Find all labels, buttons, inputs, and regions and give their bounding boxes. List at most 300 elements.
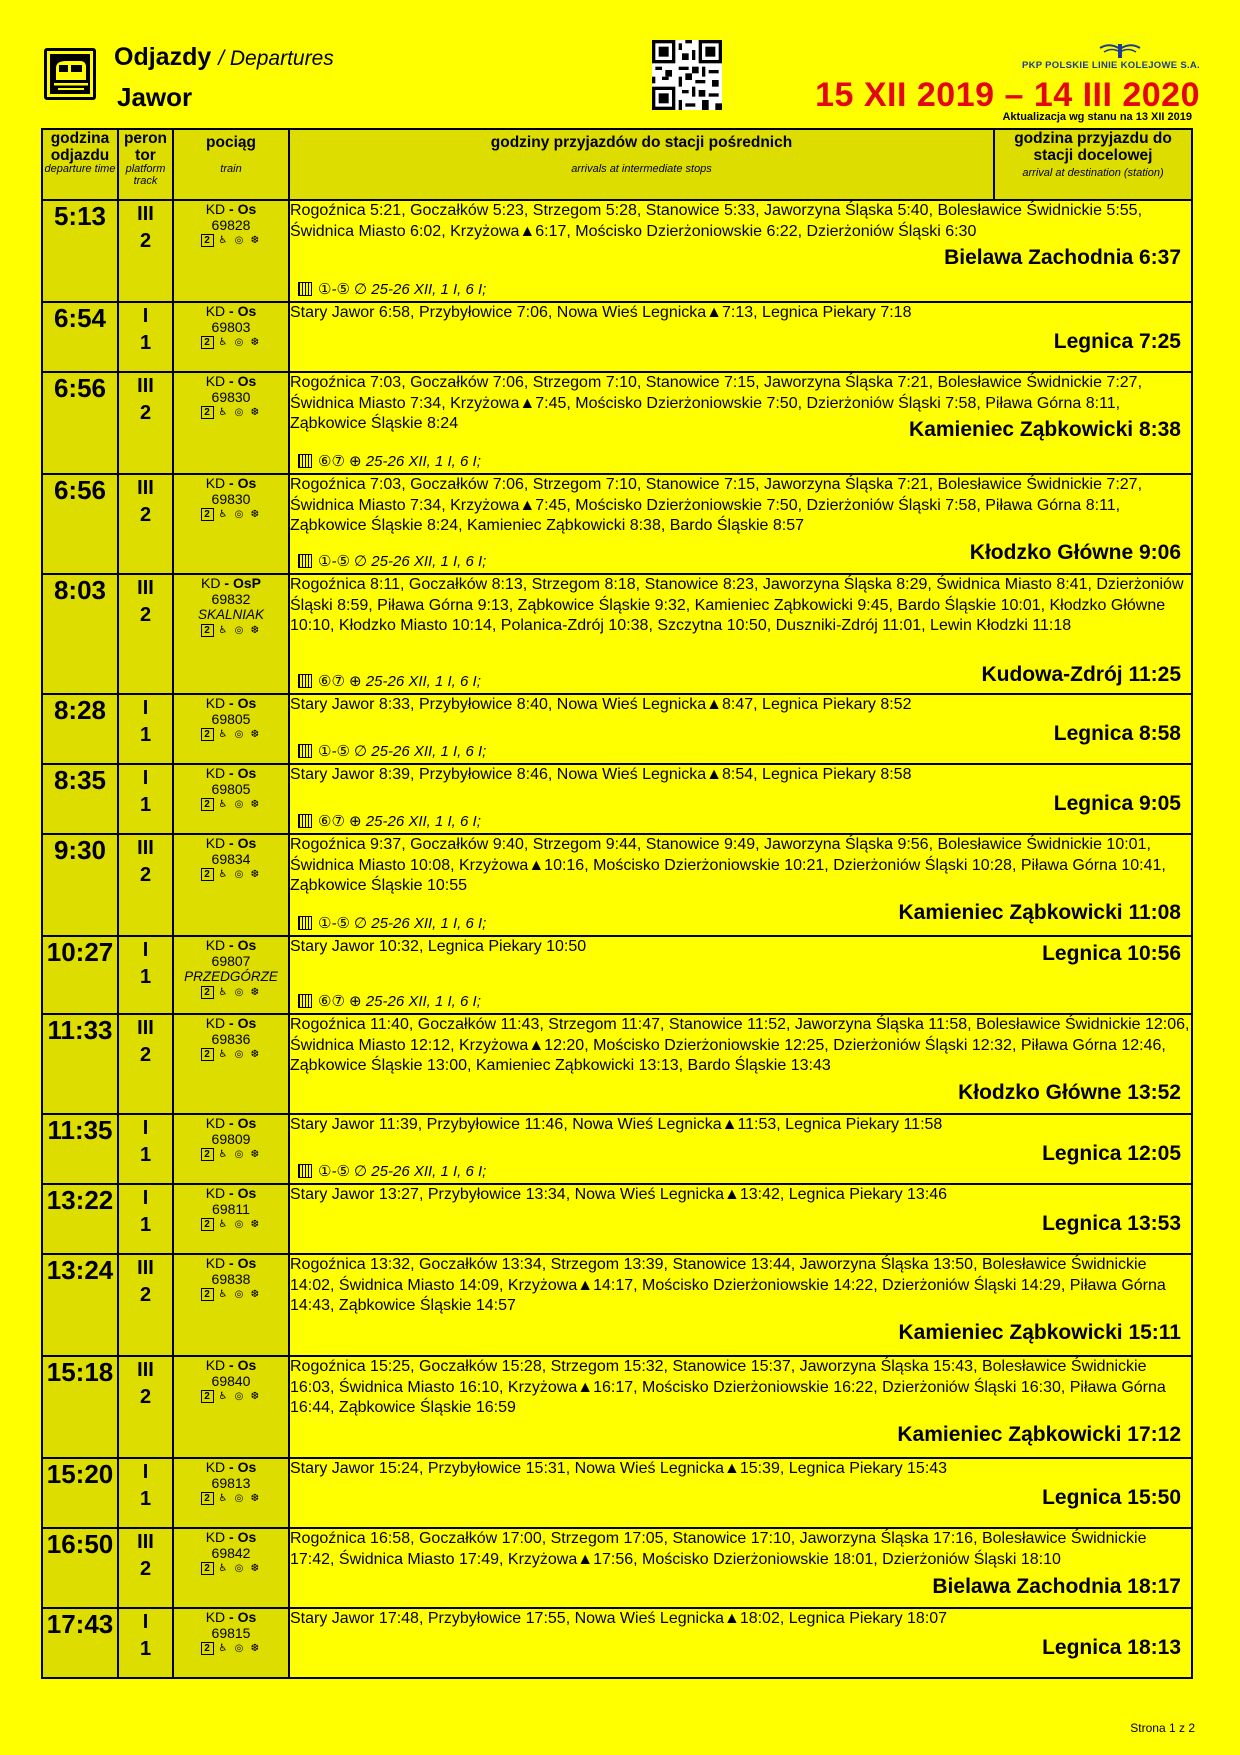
wheelchair-icon: ♿ xyxy=(218,1643,228,1654)
wheelchair-icon: ♿ xyxy=(218,509,228,520)
platform-number: III xyxy=(137,477,154,499)
destination: Legnica 15:50 xyxy=(1042,1486,1181,1509)
train-cell: KD - Os 69807 PRZEDGÓRZE 2 ♿ ◎ ❆ xyxy=(173,936,289,1014)
destination: Kamieniec Ząbkowicki 11:08 xyxy=(898,901,1181,924)
intermediate-stops: Rogoźnica 7:03, Goczałków 7:06, Strzegom 7:10, Stanowice 7:15, Jaworzyna Śląska 7:21, Bolesławice Świdnickie 7:27, Świdnica Miasto 7:34, Krzyżowa▲7:45, Mościsko Dzierżoniowskie 7:50, Dzierżoniów Śląski 7:58, Piława Górna 8:11, Ząbkowice Śląskie 8:24 xyxy=(290,374,1143,432)
carrier: KD xyxy=(205,201,226,217)
carrier: KD xyxy=(205,695,226,711)
train-cell: KD - Os 69813 2 ♿ ◎ ❆ xyxy=(173,1458,289,1528)
intermediate-stops: Stary Jawor 11:39, Przybyłowice 11:46, Nowa Wieś Legnicka▲11:53, Legnica Piekary 11:58 xyxy=(290,1116,943,1133)
platform-number: I xyxy=(142,767,149,789)
train-cell: KD - Os 69803 2 ♿ ◎ ❆ xyxy=(173,302,289,372)
train-category: Os xyxy=(237,1357,257,1373)
service-note: ⑥⑦ ⊕ 25-26 XII, 1 I, 6 I; xyxy=(298,993,481,1010)
carrier: KD xyxy=(205,1357,226,1373)
platform-cell xyxy=(118,1528,173,1608)
bicycle-icon: ◎ xyxy=(234,1643,244,1654)
second-class-icon: 2 xyxy=(201,1148,214,1161)
wheelchair-icon: ♿ xyxy=(218,729,228,740)
wheelchair-icon: ♿ xyxy=(218,799,228,810)
col-stops: godziny przyjazdów do stacji pośrednich arrivals at intermediate stops xyxy=(289,129,994,200)
calendar-icon xyxy=(298,744,312,758)
second-class-icon: 2 xyxy=(201,234,214,247)
intermediate-stops: Rogoźnica 7:03, Goczałków 7:06, Strzegom 7:10, Stanowice 7:15, Jaworzyna Śląska 7:21, Bolesławice Świdnickie 7:27, Świdnica Miasto 7:34, Krzyżowa▲7:45, Mościsko Dzierżoniowskie 7:50, Dzierżoniów Śląski 7:58, Piława Górna 8:11, Ząbkowice Śląskie 8:24, Kamieniec Ząbkowicki 8:38, Bardo Śląskie 8:57 xyxy=(290,476,1143,534)
second-class-icon: 2 xyxy=(201,868,214,881)
air-conditioning-icon: ❆ xyxy=(250,1149,260,1160)
validity-period: 15 XII 2019 – 14 III 2020 xyxy=(815,76,1200,114)
carrier: KD xyxy=(205,1115,226,1131)
platform-number: I xyxy=(142,1611,149,1633)
destination: Legnica 7:25 xyxy=(1053,330,1181,353)
track-number: 2 xyxy=(139,1558,152,1580)
service-icons xyxy=(174,1218,288,1233)
track-number: 1 xyxy=(139,1144,152,1166)
train-category: Os xyxy=(237,765,257,781)
train-category: Os xyxy=(237,695,257,711)
departure-time: 8:03 xyxy=(42,574,118,694)
station-name: Jawor xyxy=(117,82,193,112)
bicycle-icon: ◎ xyxy=(234,337,244,348)
train-category: Os xyxy=(237,1015,257,1031)
service-note: ①-⑤ ∅ 25-26 XII, 1 I, 6 I; xyxy=(298,281,486,298)
destination: Bielawa Zachodnia 6:37 xyxy=(944,246,1181,269)
platform-number: III xyxy=(137,1531,154,1553)
destination: Legnica 12:05 xyxy=(1042,1142,1181,1165)
air-conditioning-icon: ❆ xyxy=(250,407,260,418)
wheelchair-icon: ♿ xyxy=(218,407,228,418)
platform-number: I xyxy=(142,305,149,327)
table-row xyxy=(42,200,1192,302)
train-number: 69815 xyxy=(211,1625,251,1641)
train-cell: KD - Os 69840 2 ♿ ◎ ❆ xyxy=(173,1356,289,1458)
second-class-icon: 2 xyxy=(201,728,214,741)
train-category: Os xyxy=(237,1609,257,1625)
departure-time: 10:27 xyxy=(42,936,118,1014)
bicycle-icon: ◎ xyxy=(234,869,244,880)
service-note: ①-⑤ ∅ 25-26 XII, 1 I, 6 I; xyxy=(298,915,486,932)
train-number: 69836 xyxy=(211,1031,251,1047)
departure-time: 6:54 xyxy=(42,302,118,372)
platform-number: I xyxy=(142,1117,149,1139)
train-cell: KD - Os 69805 2 ♿ ◎ ❆ xyxy=(173,764,289,834)
carrier: KD xyxy=(201,575,221,591)
departure-time: 9:30 xyxy=(42,834,118,936)
intermediate-stops: Stary Jawor 10:32, Legnica Piekary 10:50 xyxy=(290,938,587,955)
bicycle-icon: ◎ xyxy=(234,625,244,636)
departure-time: 11:35 xyxy=(42,1114,118,1184)
bicycle-icon: ◎ xyxy=(234,1219,244,1230)
track-number: 2 xyxy=(139,604,152,626)
track-number: 2 xyxy=(139,1386,152,1408)
service-note: ①-⑤ ∅ 25-26 XII, 1 I, 6 I; xyxy=(298,743,486,760)
second-class-icon: 2 xyxy=(201,406,214,419)
bicycle-icon: ◎ xyxy=(234,1049,244,1060)
platform-number: III xyxy=(137,203,154,225)
table-row xyxy=(42,764,1192,834)
bicycle-icon: ◎ xyxy=(234,1563,244,1574)
wheelchair-icon: ♿ xyxy=(218,625,228,636)
stops-cell xyxy=(289,1014,1192,1114)
train-cell: KD - Os 69809 2 ♿ ◎ ❆ xyxy=(173,1114,289,1184)
departure-time: 8:28 xyxy=(42,694,118,764)
intermediate-stops: Rogoźnica 9:37, Goczałków 9:40, Strzegom 9:44, Stanowice 9:49, Jaworzyna Śląska 9:56, Bolesławice Świdnickie 10:01, Świdnica Miasto 10:08, Krzyżowa▲10:16, Mościsko Dzierżoniowskie 10:21, Dzierżoniów Śląski 10:28, Piława Górna 10:41, Ząbkowice Śląskie 10:55 xyxy=(290,836,1166,894)
bicycle-icon: ◎ xyxy=(234,1391,244,1402)
destination: Kłodzko Główne 9:06 xyxy=(969,541,1181,564)
stops-cell xyxy=(289,1458,1192,1528)
service-note: ⑥⑦ ⊕ 25-26 XII, 1 I, 6 I; xyxy=(298,453,481,470)
second-class-icon: 2 xyxy=(201,986,214,999)
track-number: 1 xyxy=(139,1214,152,1236)
air-conditioning-icon: ❆ xyxy=(250,1219,260,1230)
destination: Kamieniec Ząbkowicki 17:12 xyxy=(897,1423,1181,1446)
calendar-icon xyxy=(298,814,312,828)
service-icons xyxy=(174,798,288,813)
table-row xyxy=(42,1608,1192,1678)
train-name: SKALNIAK xyxy=(197,607,265,622)
intermediate-stops: Rogoźnica 5:21, Goczałków 5:23, Strzegom 5:28, Stanowice 5:33, Jaworzyna Śląska 5:40, Bolesławice Świdnickie 5:55, Świdnica Miasto 6:02, Krzyżowa▲6:17, Mościsko Dzierżoniowskie 6:22, Dzierżoniów Śląski 6:30 xyxy=(290,202,1143,240)
train-cell: KD - Os 69828 2 ♿ ◎ ❆ xyxy=(173,200,289,302)
platform-number: III xyxy=(137,1257,154,1279)
second-class-icon: 2 xyxy=(201,508,214,521)
carrier: KD xyxy=(205,1255,226,1271)
destination: Bielawa Zachodnia 18:17 xyxy=(932,1575,1181,1598)
train-cell: KD - Os 69830 2 ♿ ◎ ❆ xyxy=(173,372,289,474)
calendar-icon xyxy=(298,282,312,296)
platform-number: I xyxy=(142,1461,149,1483)
train-number: 69813 xyxy=(211,1475,251,1491)
track-number: 2 xyxy=(139,402,152,424)
platform-cell xyxy=(118,1458,173,1528)
wheelchair-icon: ♿ xyxy=(218,1149,228,1160)
platform-cell xyxy=(118,764,173,834)
air-conditioning-icon: ❆ xyxy=(250,1391,260,1402)
train-cell: KD - Os 69836 2 ♿ ◎ ❆ xyxy=(173,1014,289,1114)
intermediate-stops: Stary Jawor 15:24, Przybyłowice 15:31, Nowa Wieś Legnicka▲15:39, Legnica Piekary 15:43 xyxy=(290,1460,948,1477)
train-number: 69830 xyxy=(211,389,251,405)
train-category: OsP xyxy=(232,575,261,591)
bicycle-icon: ◎ xyxy=(234,235,244,246)
platform-number: III xyxy=(137,375,154,397)
service-icons xyxy=(174,1642,288,1657)
train-category: Os xyxy=(237,1459,257,1475)
wheelchair-icon: ♿ xyxy=(218,235,228,246)
train-number: 69807 xyxy=(211,953,251,969)
train-number: 69828 xyxy=(211,217,251,233)
train-category: Os xyxy=(237,373,257,389)
service-icons xyxy=(174,624,288,639)
platform-cell xyxy=(118,1114,173,1184)
carrier: KD xyxy=(205,765,226,781)
service-icons xyxy=(174,508,288,523)
service-icons xyxy=(174,1148,288,1163)
departure-time: 11:33 xyxy=(42,1014,118,1114)
bicycle-icon: ◎ xyxy=(234,407,244,418)
calendar-icon xyxy=(298,454,312,468)
platform-number: III xyxy=(137,1359,154,1381)
air-conditioning-icon: ❆ xyxy=(250,625,260,636)
col-platform: peron tor platform track xyxy=(118,129,173,200)
train-number: 69842 xyxy=(211,1545,251,1561)
train-name: PRZEDGÓRZE xyxy=(184,969,278,984)
table-row xyxy=(42,1184,1192,1254)
train-cell: KD - Os 69815 2 ♿ ◎ ❆ xyxy=(173,1608,289,1678)
col-train: pociąg train xyxy=(173,129,289,200)
wheelchair-icon: ♿ xyxy=(218,1493,228,1504)
departure-time: 15:20 xyxy=(42,1458,118,1528)
stops-cell xyxy=(289,1254,1192,1356)
departures-table xyxy=(41,128,1193,1679)
qr-code-icon xyxy=(652,40,722,110)
intermediate-stops: Stary Jawor 17:48, Przybyłowice 17:55, Nowa Wieś Legnicka▲18:02, Legnica Piekary 18:07 xyxy=(290,1610,948,1627)
intermediate-stops: Rogoźnica 15:25, Goczałków 15:28, Strzegom 15:32, Stanowice 15:37, Jaworzyna Śląska 15:43, Bolesławice Świdnickie 16:03, Świdnica Miasto 16:10, Krzyżowa▲16:17, Mościsko Dzierżoniowskie 16:22, Dzierżoniów Śląski 16:30, Piława Górna 16:44, Ząbkowice Śląskie 16:59 xyxy=(290,1358,1166,1416)
platform-number: I xyxy=(142,1187,149,1209)
bicycle-icon: ◎ xyxy=(234,1493,244,1504)
bicycle-icon: ◎ xyxy=(234,1289,244,1300)
platform-number: III xyxy=(137,837,154,859)
table-row xyxy=(42,1458,1192,1528)
air-conditioning-icon: ❆ xyxy=(250,1563,260,1574)
train-category: Os xyxy=(237,1529,257,1545)
destination: Legnica 9:05 xyxy=(1053,792,1181,815)
platform-cell xyxy=(118,1608,173,1678)
platform-cell xyxy=(118,302,173,372)
departure-time: 6:56 xyxy=(42,474,118,574)
intermediate-stops: Rogoźnica 16:58, Goczałków 17:00, Strzegom 17:05, Stanowice 17:10, Jaworzyna Śląska 17:16, Bolesławice Świdnickie 17:42, Świdnica Miasto 17:49, Krzyżowa▲17:56, Mościsko Dzierżoniowskie 18:01, Dzierżoniów Śląski 18:10 xyxy=(290,1530,1147,1568)
wheelchair-icon: ♿ xyxy=(218,337,228,348)
table-row xyxy=(42,574,1192,694)
train-category: Os xyxy=(237,201,257,217)
carrier: KD xyxy=(205,1529,226,1545)
air-conditioning-icon: ❆ xyxy=(250,987,260,998)
platform-cell xyxy=(118,1356,173,1458)
train-number: 69811 xyxy=(212,1201,250,1217)
track-number: 2 xyxy=(139,230,152,252)
stops-cell xyxy=(289,1356,1192,1458)
second-class-icon: 2 xyxy=(201,336,214,349)
carrier: KD xyxy=(205,1015,226,1031)
service-icons xyxy=(174,406,288,421)
track-number: 2 xyxy=(139,504,152,526)
service-icons xyxy=(174,1390,288,1405)
table-row xyxy=(42,694,1192,764)
track-number: 1 xyxy=(139,332,152,354)
wheelchair-icon: ♿ xyxy=(218,1219,228,1230)
second-class-icon: 2 xyxy=(201,1218,214,1231)
platform-cell xyxy=(118,834,173,936)
destination: Kamieniec Ząbkowicki 15:11 xyxy=(898,1321,1181,1344)
train-number: 69809 xyxy=(211,1131,251,1147)
destination: Kudowa-Zdrój 11:25 xyxy=(981,663,1181,686)
intermediate-stops: Stary Jawor 13:27, Przybyłowice 13:34, Nowa Wieś Legnicka▲13:42, Legnica Piekary 13:46 xyxy=(290,1186,948,1203)
air-conditioning-icon: ❆ xyxy=(250,509,260,520)
track-number: 1 xyxy=(139,724,152,746)
service-icons xyxy=(174,1288,288,1303)
second-class-icon: 2 xyxy=(201,1562,214,1575)
train-number: 69805 xyxy=(211,781,251,797)
track-number: 1 xyxy=(139,1488,152,1510)
intermediate-stops: Stary Jawor 6:58, Przybyłowice 7:06, Nowa Wieś Legnicka▲7:13, Legnica Piekary 7:18 xyxy=(290,304,912,321)
platform-number: III xyxy=(137,1017,154,1039)
train-category: Os xyxy=(237,1115,257,1131)
track-number: 1 xyxy=(139,1638,152,1660)
departure-time: 6:56 xyxy=(42,372,118,474)
stops-cell xyxy=(289,694,1192,764)
service-note: ⑥⑦ ⊕ 25-26 XII, 1 I, 6 I; xyxy=(298,813,481,830)
calendar-icon xyxy=(298,916,312,930)
track-number: 2 xyxy=(139,1284,152,1306)
pkp-logo-icon xyxy=(1098,40,1142,60)
train-cell: KD - Os 69830 2 ♿ ◎ ❆ xyxy=(173,474,289,574)
air-conditioning-icon: ❆ xyxy=(250,799,260,810)
stops-cell xyxy=(289,1528,1192,1608)
calendar-icon xyxy=(298,674,312,688)
platform-number: I xyxy=(142,939,149,961)
carrier: KD xyxy=(205,303,226,319)
air-conditioning-icon: ❆ xyxy=(250,235,260,246)
train-number: 69834 xyxy=(211,851,251,867)
calendar-icon xyxy=(298,554,312,568)
train-cell: KD - Os 69805 2 ♿ ◎ ❆ xyxy=(173,694,289,764)
destination: Kamieniec Ząbkowicki 8:38 xyxy=(909,418,1181,441)
wheelchair-icon: ♿ xyxy=(218,869,228,880)
table-row xyxy=(42,1254,1192,1356)
carrier: KD xyxy=(205,1609,226,1625)
train-cell: KD - Os 69834 2 ♿ ◎ ❆ xyxy=(173,834,289,936)
second-class-icon: 2 xyxy=(201,1288,214,1301)
track-number: 1 xyxy=(139,794,152,816)
calendar-icon xyxy=(298,1164,312,1178)
service-icons xyxy=(174,1048,288,1063)
wheelchair-icon: ♿ xyxy=(218,1049,228,1060)
platform-number: III xyxy=(137,577,154,599)
table-row xyxy=(42,834,1192,936)
carrier: KD xyxy=(205,475,226,491)
second-class-icon: 2 xyxy=(201,624,214,637)
intermediate-stops: Rogoźnica 13:32, Goczałków 13:34, Strzegom 13:39, Stanowice 13:44, Jaworzyna Śląska 13:50, Bolesławice Świdnickie 14:02, Świdnica Miasto 14:09, Krzyżowa▲14:17, Mościsko Dzierżoniowskie 14:22, Dzierżoniów Śląski 14:29, Piława Górna 14:43, Ząbkowice Śląskie 14:57 xyxy=(290,1256,1166,1314)
table-row xyxy=(42,372,1192,474)
stops-cell xyxy=(289,1608,1192,1678)
stops-cell xyxy=(289,936,1192,1014)
operator-name: PKP POLSKIE LINIE KOLEJOWE S.A. xyxy=(1021,60,1200,71)
air-conditioning-icon: ❆ xyxy=(250,1049,260,1060)
table-row xyxy=(42,1114,1192,1184)
table-header xyxy=(42,129,1192,200)
intermediate-stops: Rogoźnica 11:40, Goczałków 11:43, Strzegom 11:47, Stanowice 11:52, Jaworzyna Śląska 11:58, Bolesławice Świdnickie 12:06, Świdnica Miasto 12:12, Krzyżowa▲12:20, Mościsko Dzierżoniowskie 12:25, Dzierżoniów Śląski 12:32, Piława Górna 12:46, Ząbkowice Śląskie 13:00, Kamieniec Ząbkowicki 13:13, Bardo Śląskie 13:43 xyxy=(290,1016,1190,1074)
carrier: KD xyxy=(205,1459,226,1475)
stops-cell xyxy=(289,302,1192,372)
stops-cell xyxy=(289,574,1192,694)
train-category: Os xyxy=(237,835,257,851)
bicycle-icon: ◎ xyxy=(234,799,244,810)
page-title: Odjazdy / Departures xyxy=(114,43,334,71)
air-conditioning-icon: ❆ xyxy=(250,337,260,348)
track-number: 2 xyxy=(139,864,152,886)
train-category: Os xyxy=(237,937,257,953)
service-icons xyxy=(174,1492,288,1507)
table-row xyxy=(42,302,1192,372)
platform-number: I xyxy=(142,697,149,719)
table-row xyxy=(42,936,1192,1014)
platform-cell xyxy=(118,372,173,474)
bicycle-icon: ◎ xyxy=(234,987,244,998)
carrier: KD xyxy=(205,835,226,851)
stops-cell xyxy=(289,1114,1192,1184)
col-destination: godzina przyjazdu do stacji docelowej arrival at destination (station) xyxy=(994,129,1192,200)
carrier: KD xyxy=(205,1185,226,1201)
stops-cell xyxy=(289,764,1192,834)
service-icons xyxy=(174,1562,288,1577)
col-departure-time: godzina odjazdu departure time xyxy=(42,129,118,200)
platform-cell xyxy=(118,200,173,302)
intermediate-stops: Stary Jawor 8:39, Przybyłowice 8:46, Nowa Wieś Legnicka▲8:54, Legnica Piekary 8:58 xyxy=(290,766,912,783)
table-row xyxy=(42,1356,1192,1458)
carrier: KD xyxy=(205,937,226,953)
stops-cell xyxy=(289,834,1192,936)
air-conditioning-icon: ❆ xyxy=(250,869,260,880)
destination: Legnica 10:56 xyxy=(1042,942,1181,965)
train-number: 69805 xyxy=(211,711,251,727)
destination: Legnica 8:58 xyxy=(1053,722,1181,745)
air-conditioning-icon: ❆ xyxy=(250,729,260,740)
calendar-icon xyxy=(298,994,312,1008)
train-number: 69840 xyxy=(211,1373,251,1389)
train-number: 69832 xyxy=(211,591,251,607)
departure-time: 15:18 xyxy=(42,1356,118,1458)
train-cell: KD - Os 69842 2 ♿ ◎ ❆ xyxy=(173,1528,289,1608)
platform-cell xyxy=(118,1014,173,1114)
bicycle-icon: ◎ xyxy=(234,729,244,740)
stops-cell xyxy=(289,474,1192,574)
air-conditioning-icon: ❆ xyxy=(250,1289,260,1300)
train-category: Os xyxy=(237,1255,257,1271)
train-number: 69830 xyxy=(211,491,251,507)
service-icons xyxy=(174,728,288,743)
service-note: ①-⑤ ∅ 25-26 XII, 1 I, 6 I; xyxy=(298,1163,486,1180)
service-icons xyxy=(174,336,288,351)
stops-cell xyxy=(289,372,1192,474)
update-info: Aktualizacja wg stanu na 13 XII 2019 xyxy=(1002,111,1192,123)
track-number: 2 xyxy=(139,1044,152,1066)
carrier: KD xyxy=(205,373,226,389)
departure-time: 8:35 xyxy=(42,764,118,834)
second-class-icon: 2 xyxy=(201,798,214,811)
second-class-icon: 2 xyxy=(201,1390,214,1403)
train-cell: KD - OsP 69832 SKALNIAK 2 ♿ ◎ ❆ xyxy=(173,574,289,694)
track-number: 1 xyxy=(139,966,152,988)
wheelchair-icon: ♿ xyxy=(218,1391,228,1402)
second-class-icon: 2 xyxy=(201,1642,214,1655)
stops-cell xyxy=(289,200,1192,302)
departure-time: 5:13 xyxy=(42,200,118,302)
train-category: Os xyxy=(237,475,257,491)
platform-cell xyxy=(118,574,173,694)
wheelchair-icon: ♿ xyxy=(218,1289,228,1300)
service-note: ⑥⑦ ⊕ 25-26 XII, 1 I, 6 I; xyxy=(298,673,481,690)
departure-time: 13:22 xyxy=(42,1184,118,1254)
table-row xyxy=(42,474,1192,574)
platform-cell xyxy=(118,1254,173,1356)
destination: Kłodzko Główne 13:52 xyxy=(958,1081,1181,1104)
second-class-icon: 2 xyxy=(201,1492,214,1505)
platform-cell xyxy=(118,474,173,574)
bicycle-icon: ◎ xyxy=(234,1149,244,1160)
stops-cell xyxy=(289,1184,1192,1254)
departure-time: 13:24 xyxy=(42,1254,118,1356)
bicycle-icon: ◎ xyxy=(234,509,244,520)
wheelchair-icon: ♿ xyxy=(218,987,228,998)
service-icons xyxy=(174,986,288,1001)
service-icons xyxy=(174,868,288,883)
